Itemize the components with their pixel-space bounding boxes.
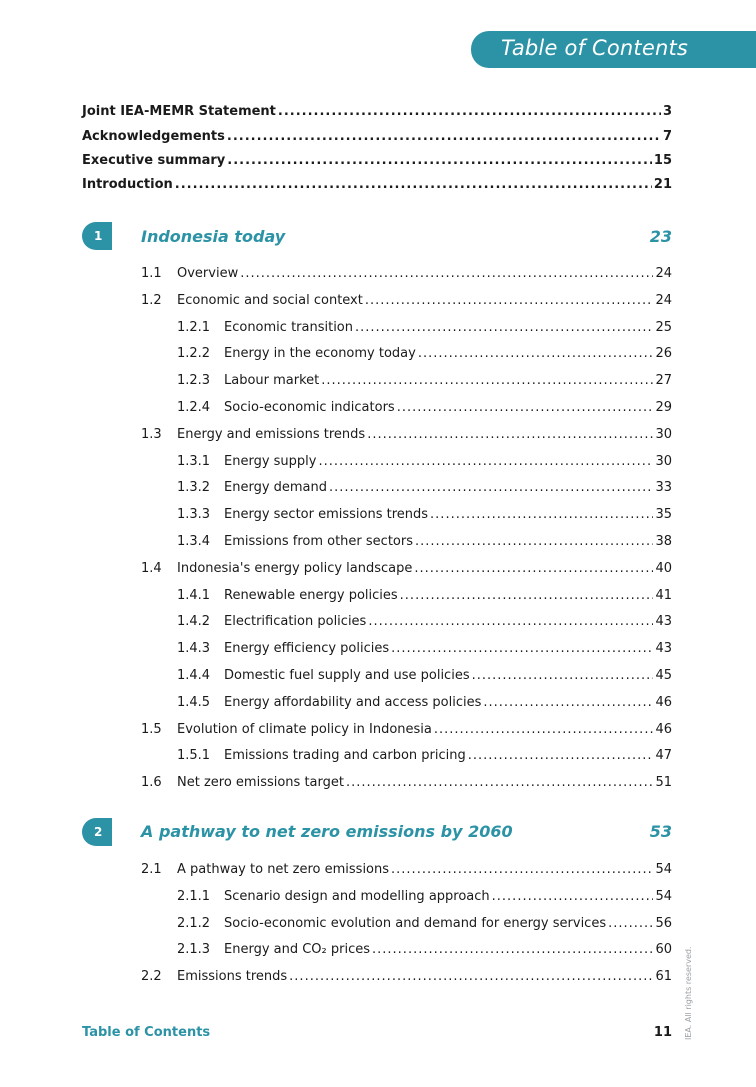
entry-page: 61 [655,969,672,985]
chapter-number-badge [82,222,112,250]
chapter-page: 53 [649,822,672,841]
toc-subsection-entry[interactable] [224,641,672,656]
dot-leader [430,507,653,522]
toc-subsection-entry[interactable] [224,748,672,763]
chapter-title[interactable]: A pathway to net zero emissions by 2060 [141,822,513,841]
page-title: Table of Contents [501,36,689,60]
entry-number: 1.4.5 [177,694,211,710]
toc-section-entry[interactable] [177,775,672,790]
chapter-number: 1 [94,229,103,243]
dot-leader [175,177,652,192]
entry-number: 2.2 [141,969,162,985]
entry-page: 43 [655,641,672,657]
entry-label: Domestic fuel supply and use policies [224,668,470,683]
toc-subsection-entry[interactable] [224,942,672,957]
dot-leader [240,266,653,281]
dot-leader [468,748,654,763]
toc-subsection-entry[interactable] [224,320,672,335]
entry-label: Joint IEA-MEMR Statement [82,104,276,119]
entry-label: Economic transition [224,319,353,335]
entry-page: 35 [655,507,672,523]
entry-label: Overview [177,266,239,281]
entry-number: 1.3.4 [177,534,211,549]
dot-leader [278,104,661,119]
entry-label: Emissions trends [177,969,288,985]
entry-label: Scenario design and modelling approach [224,888,490,904]
entry-number: 1.5.1 [177,748,211,764]
dot-leader [227,129,661,144]
entry-label: Energy in the economy today [224,346,416,362]
entry-number: 1.5 [141,721,162,737]
entry-label: Socio-economic indicators [224,400,395,415]
toc-subsection-entry[interactable] [224,614,672,629]
entry-number: 1.3.2 [177,480,211,496]
entry-label: Renewable energy policies [224,587,398,603]
entry-number: 1.3.3 [177,507,211,523]
dot-leader [391,862,653,877]
toc-subsection-entry[interactable] [224,916,672,931]
toc-front-entry[interactable] [82,104,672,119]
entry-label: Indonesia's energy policy landscape [177,560,413,576]
entry-label: A pathway to net zero emissions [177,862,390,877]
chapter-page: 23 [649,227,672,246]
chapter-number-badge [82,818,112,846]
entry-number: 1.2.1 [177,319,211,335]
entry-label: Introduction [82,177,173,192]
toc-subsection-entry[interactable] [224,588,672,603]
dot-leader [321,373,653,388]
toc-subsection-entry[interactable] [224,454,672,469]
entry-page: 24 [655,266,672,281]
dot-leader [289,969,653,984]
entry-number: 2.1.3 [177,942,211,958]
dot-leader [414,561,653,576]
entry-page: 25 [655,319,672,335]
entry-page: 3 [662,104,672,119]
toc-subsection-entry[interactable] [224,889,672,904]
toc-section-entry[interactable] [177,969,672,984]
dot-leader [397,400,654,415]
entry-label: Energy and CO₂ prices [224,942,371,958]
entry-page: 30 [655,453,672,469]
dot-leader [418,346,654,361]
entry-page: 30 [655,426,672,442]
entry-page: 43 [655,614,672,630]
toc-subsection-entry[interactable] [224,400,672,415]
chapter-number: 2 [94,825,103,839]
entry-number: 1.4.2 [177,614,211,630]
entry-number: 1.4.3 [177,641,211,657]
entry-page: 41 [655,587,672,603]
toc-subsection-entry[interactable] [224,507,672,522]
entry-label: Energy demand [224,480,328,496]
toc-front-entry[interactable] [82,153,672,168]
copyright-notice: IEA. All rights reserved. [684,946,693,1040]
entry-number: 1.4.1 [177,587,211,603]
toc-section-entry[interactable] [177,427,672,442]
toc-front-entry[interactable] [82,177,672,192]
entry-label: Energy and emissions trends [177,426,366,442]
entry-page: 54 [655,888,672,904]
toc-section-entry[interactable] [177,561,672,576]
entry-page: 46 [655,721,672,737]
entry-number: 1.1 [141,266,162,281]
entry-number: 1.4 [141,560,162,576]
dot-leader [492,889,654,904]
toc-subsection-entry[interactable] [224,373,672,388]
entry-label: Executive summary [82,153,226,168]
entry-page: 40 [655,560,672,576]
entry-page: 29 [655,400,672,415]
entry-page: 33 [655,480,672,496]
entry-number: 1.2.2 [177,346,211,362]
dot-leader [372,942,653,957]
entry-page: 21 [653,177,672,192]
dot-leader [483,695,653,710]
dot-leader [318,454,653,469]
entry-label: Socio-economic evolution and demand for energy services [224,915,607,931]
dot-leader [608,916,653,931]
toc-header-banner [471,31,756,68]
entry-page: 46 [655,694,672,710]
entry-number: 1.3.1 [177,453,211,469]
toc-subsection-entry[interactable] [224,668,672,683]
toc-subsection-entry[interactable] [224,695,672,710]
toc-section-entry[interactable] [177,722,672,737]
dot-leader [434,722,654,737]
toc-subsection-entry[interactable] [224,534,672,549]
dot-leader [368,614,653,629]
entry-label: Energy affordability and access policies [224,694,482,710]
entry-page: 54 [655,862,672,877]
dot-leader [346,775,653,790]
toc-subsection-entry[interactable] [224,346,672,361]
entry-page: 15 [653,153,672,168]
entry-number: 1.4.4 [177,668,211,683]
entry-label: Energy sector emissions trends [224,507,429,523]
toc-front-entry[interactable] [82,129,672,144]
entry-page: 45 [655,668,672,683]
entry-number: 1.2 [141,292,162,308]
toc-subsection-entry[interactable] [224,480,672,495]
entry-label: Energy supply [224,453,317,469]
dot-leader [365,293,654,308]
footer-section-title: Table of Contents [82,1025,211,1040]
entry-label: Energy efficiency policies [224,641,390,657]
entry-page: 60 [655,942,672,958]
entry-page: 51 [655,775,672,791]
entry-number: 2.1 [141,862,162,877]
dot-leader [355,320,653,335]
entry-label: Labour market [224,373,320,389]
entry-number: 1.6 [141,775,162,791]
dot-leader [472,668,654,683]
entry-label: Emissions trading and carbon pricing [224,748,466,764]
dot-leader [400,588,654,603]
dot-leader [415,534,653,549]
toc-section-entry[interactable] [177,862,672,877]
entry-page: 7 [662,129,672,144]
entry-page: 26 [655,346,672,362]
entry-page: 47 [655,748,672,764]
entry-number: 1.2.3 [177,373,211,389]
toc-section-entry[interactable] [177,293,672,308]
dot-leader [227,153,652,168]
footer-page-number: 11 [653,1025,672,1040]
entry-number: 1.3 [141,426,162,442]
entry-label: Net zero emissions target [177,775,344,791]
entry-label: Emissions from other sectors [224,534,413,549]
entry-number: 1.2.4 [177,400,211,415]
toc-section-entry[interactable] [177,266,672,281]
chapter-title[interactable]: Indonesia today [141,227,286,246]
entry-page: 27 [655,373,672,389]
entry-label: Evolution of climate policy in Indonesia [177,721,432,737]
dot-leader [391,641,653,656]
entry-label: Electrification policies [224,614,367,630]
entry-label: Economic and social context [177,292,363,308]
entry-label: Acknowledgements [82,129,225,144]
dot-leader [329,480,653,495]
entry-number: 2.1.1 [177,888,211,904]
entry-page: 56 [655,915,672,931]
entry-number: 2.1.2 [177,915,211,931]
dot-leader [367,427,653,442]
entry-page: 24 [655,292,672,308]
entry-page: 38 [655,534,672,549]
